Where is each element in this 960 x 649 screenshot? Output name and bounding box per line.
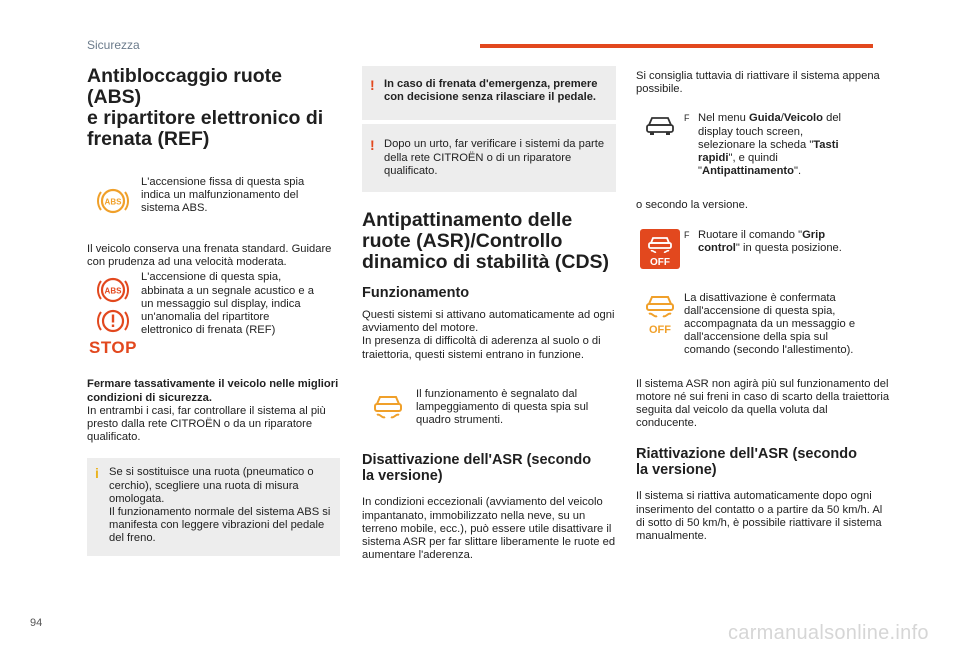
abs-service-paragraph: In entrambi i casi, far controllare il sistema al più presto dalla rete CITROËN o da un riparatore qualificato. — [87, 404, 326, 444]
warning-icon: ! — [370, 137, 375, 154]
touchscreen-step-row — [636, 112, 891, 178]
asr-indicator-text: Il funzionamento è segnalato dal lampeggiamento di questa spia sul quadro strumenti. — [416, 387, 589, 427]
wheel-note-text: Se si sostituisce una ruota (pneumatico o cerchio), scegliere una ruota di misura omologata. — [109, 466, 314, 505]
deactivation-confirm-text: La disattivazione è confermata dall'accensione di questa spia, accompagnata da un messaggio e dall'accensione della spia sul comando (secondo l'allestimento). — [684, 291, 856, 357]
asr-inactive-paragraph: Il sistema ASR non agirà più sul funzionamento del motore né sui freni in caso di scarto della traiettoria seguita dal veicolo da quella voluta dal conducente. — [636, 377, 890, 430]
stop-vehicle-instruction: Fermare tassativamente il veicolo nelle migliori condizioni di sicurezza. — [87, 378, 339, 404]
touchscreen-step — [684, 112, 856, 178]
stability-control-icon — [362, 391, 414, 425]
watermark: carmanualsonline.info — [728, 622, 929, 644]
header-accent-bar — [480, 44, 873, 48]
wheel-replacement-note — [87, 458, 340, 555]
asr-title: Antipattinamento delle ruote (ASR)/Controllo dinamico di stabilità (CDS) — [362, 209, 610, 274]
ref-warning-icons — [87, 275, 139, 358]
abs-warning-icon — [87, 186, 139, 216]
section-header: Sicurezza — [87, 38, 140, 52]
column-asr-continued — [636, 70, 891, 543]
abs-warning-row — [87, 176, 340, 216]
impact-warning — [362, 124, 616, 192]
asr-deactivation-paragraph: In condizioni eccezionali (avviamento del veicolo impantanato, immobilizzato nella neve, su un terreno mobile, ecc.), può essere utile disattivare il sistema ASR per far slittare liberamente le ruote ed aumentare l'aderenza. — [362, 496, 616, 562]
car-settings-icon — [636, 114, 684, 138]
grip-control-off-button-icon — [636, 229, 684, 269]
deactivation-confirm-row — [636, 292, 891, 358]
column-asr — [362, 66, 616, 562]
abs-title: Antibloccaggio ruote (ABS) e ripartitore elettronico di frenata (REF) — [87, 65, 324, 150]
svg-text:OFF: OFF — [649, 323, 671, 336]
emergency-braking-text: In caso di frenata d'emergenza, premere con decisione senza rilasciare il pedale. — [384, 78, 598, 104]
asr-reactivation-paragraph: Il sistema si riattiva automaticamente dopo ogni inserimento del contatto o a partire da 50 km/h. Al di sotto di 50 km/h, è possibile riattivare il sistema manualmente. — [636, 490, 883, 543]
svg-text:OFF: OFF — [650, 256, 670, 268]
svg-text:ABS: ABS — [104, 286, 122, 296]
asr-off-warning-icon — [636, 292, 684, 336]
warning-icon: ! — [370, 77, 375, 93]
functioning-paragraph-1: Questi sistemi si attivano automaticamente ad ogni avviamento del motore. — [362, 309, 615, 335]
abs-red-icon — [95, 275, 131, 305]
grip-control-step-text: Ruotare il comando "Grip control" in questa posizione. — [698, 228, 842, 254]
asr-deactivation-heading: Disattivazione dell'ASR (secondo la versione) — [362, 452, 592, 485]
reactivate-advice: Si consiglia tuttavia di riattivare il sistema appena possibile. — [636, 70, 880, 96]
touchscreen-step-text: Nel menu Guida/Veicolo del display touch screen, selezionare la scheda "Tasti rapidi", e quindi "Antipattinamento". — [698, 112, 842, 178]
svg-text:ABS: ABS — [104, 197, 122, 207]
bullet-icon: F — [684, 229, 690, 240]
ref-warning-row — [87, 271, 340, 358]
page-number: 94 — [30, 617, 43, 629]
column-abs — [87, 66, 340, 556]
asr-reactivation-heading: Riattivazione dell'ASR (secondo la versione) — [636, 446, 857, 479]
ref-warning-text: L'accensione di questa spia, abbinata a un segnale acustico e a un messaggio sul display, indica un'anomalia del ripartitore elettronico di frenata (REF) — [141, 271, 314, 337]
abs-vibration-text: Il funzionamento normale del sistema ABS si manifesta con leggere vibrazioni del pedale del freno. — [109, 506, 331, 545]
or-version-text: o secondo la versione. — [636, 199, 748, 212]
info-icon: i — [95, 465, 99, 482]
functioning-heading: Funzionamento — [362, 285, 470, 302]
abs-paragraph-standard-braking: Il veicolo conserva una frenata standard. Guidare con prudenza ad una velocità moderata. — [87, 243, 332, 269]
emergency-braking-warning — [362, 66, 616, 120]
bullet-icon: F — [684, 113, 690, 124]
stop-icon: STOP — [89, 338, 137, 358]
asr-indicator-row — [362, 388, 616, 428]
functioning-paragraph-2: In presenza di difficoltà di aderenza al suolo o di traiettoria, questi sistemi entrano in funzione. — [362, 335, 601, 361]
brake-warning-icon — [95, 306, 131, 336]
abs-warning-text: L'accensione fissa di questa spia indica un malfunzionamento del sistema ABS. — [141, 176, 305, 215]
grip-control-step — [684, 229, 856, 255]
grip-control-step-row — [636, 229, 891, 269]
impact-warning-text: Dopo un urto, far verificare i sistemi da parte della rete CITROËN o di un riparatore qualificato. — [384, 138, 605, 177]
